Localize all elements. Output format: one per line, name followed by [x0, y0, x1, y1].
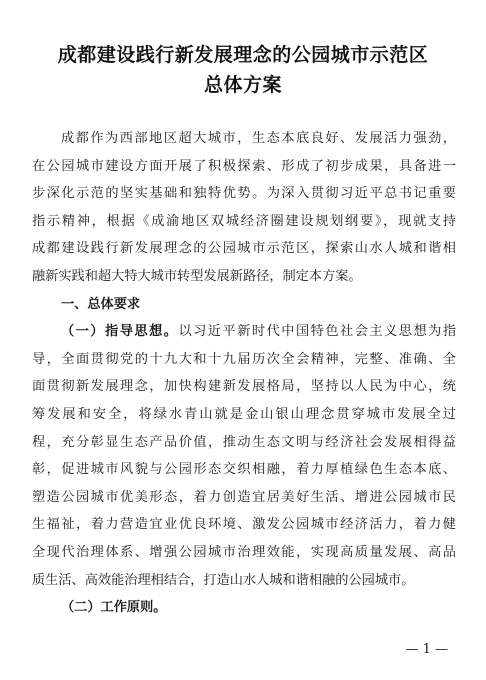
subsection-heading: （二）工作原则。 [61, 600, 167, 616]
paragraph-line: 彰，促进城市风貌与公园形态交织相融，着力厚植绿色生态本底、 [32, 462, 456, 478]
subsection-label: （一）指导思想。 [61, 324, 179, 340]
paragraph-line: 生福祉，着力营造宜业优良环境、激发公园城市经济活力，着力健 [32, 517, 456, 533]
paragraph-line: 指示精神，根据《成渝地区双城经济圈建设规划纲要》，现就支持 [32, 213, 456, 229]
paragraph-line: 面贯彻新发展理念，加快构建新发展格局，坚持以人民为中心，统 [32, 379, 456, 395]
paragraph-line: 质生活、高效能治理相结合，打造山水人城和谐相融的公园城市。 [32, 572, 415, 588]
paragraph-line: 成都建设践行新发展理念的公园城市示范区，探索山水人城和谐相 [32, 241, 456, 257]
page-number: — 1 — [405, 642, 448, 657]
section-heading: 一、总体要求 [61, 296, 141, 312]
paragraph-line: 全现代治理体系、增强公园城市治理效能，实现高质量发展、高品 [32, 544, 456, 560]
paragraph-line: 步深化示范的坚实基础和独特优势。为深入贯彻习近平总书记重要 [32, 186, 456, 202]
paragraph-line: 塑造公园城市优美形态，着力创造宜居美好生活、增进公园城市民 [32, 489, 456, 505]
document-title-line-1: 成都建设践行新发展理念的公园城市示范区 [57, 44, 429, 66]
paragraph-text: 以习近平新时代中国特色社会主义思想为指 [178, 324, 457, 340]
paragraph-line: 导，全面贯彻党的十九大和十九届历次全会精神，完整、准确、全 [32, 351, 456, 367]
paragraph-line: 程，充分彰显生态产品价值，推动生态文明与经济社会发展相得益 [32, 434, 456, 450]
paragraph-line: 融新实践和超大特大城市转型发展新路径，制定本方案。 [32, 268, 362, 284]
paragraph-line: 成都作为西部地区超大城市，生态本底良好、发展活力强劲， [61, 131, 456, 146]
document-title-line-2: 总体方案 [203, 74, 282, 96]
document-body [32, 125, 456, 622]
paragraph-line: 筹发展和安全，将绿水青山就是金山银山理念贯穿城市发展全过 [32, 406, 456, 422]
paragraph-line: 在公园城市建设方面开展了积极探索、形成了初步成果，具备进一 [32, 158, 456, 174]
paragraph-line [32, 318, 456, 346]
